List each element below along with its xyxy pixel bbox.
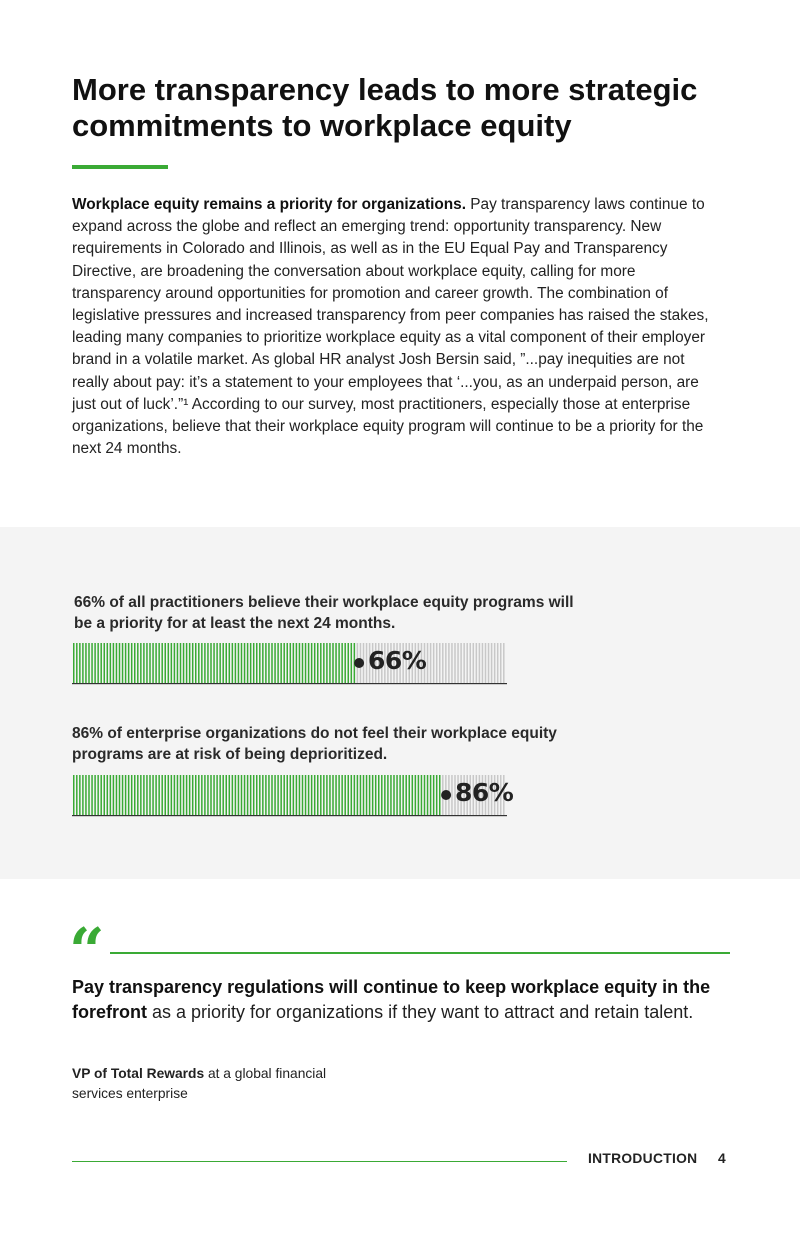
bar-stripe-filled [348,775,350,815]
bar-stripe-filled [171,643,173,683]
bar-stripe-filled [335,775,337,815]
bar-stripe-filled [317,643,319,683]
bar-stripe-filled [116,775,118,815]
bar-stripe-empty [482,643,484,683]
bar-stripe-filled [226,643,228,683]
bar-stripe-filled [174,643,176,683]
bar-stripe-empty [433,643,435,683]
bar-stripe-filled [165,775,167,815]
bar-stripe-filled [177,643,179,683]
bar-stripe-empty [491,643,493,683]
bar-stripe-filled [402,775,404,815]
bar-stripe-filled [409,775,411,815]
bar-stripe-filled [283,775,285,815]
bar-stripe-filled [344,643,346,683]
bar-stripe-filled [351,775,353,815]
bar-stripe-filled [253,643,255,683]
stat-1-text: 66% of all practitioners believe their workplace equity programs will be a priority for at least the next 24 months. [74,594,574,632]
bar-stripe-filled [238,643,240,683]
bar-stripe-filled [399,775,401,815]
bar-stripe-filled [88,643,90,683]
bar-stripe-filled [204,775,206,815]
bar-stripe-filled [262,643,264,683]
bar-stripe-filled [424,775,426,815]
bar-stripe-empty [442,643,444,683]
bar-stripe-filled [323,643,325,683]
bar-stripe-filled [396,775,398,815]
stat-2-text: 86% of enterprise organizations do not feel their workplace equity programs are at risk of being deprioritized. [72,725,557,763]
bar-stripe-filled [216,643,218,683]
bar-stripe-filled [161,643,163,683]
bar-stripe-filled [140,775,142,815]
bar-stripe-filled [290,775,292,815]
bar-stripe-filled [216,775,218,815]
bar-stripe-empty [503,643,505,683]
bar-stripe-filled [195,643,197,683]
pull-quote-rest: as a priority for organizations if they want to attract and retain talent. [147,1001,694,1022]
bar-stripe-filled [296,775,298,815]
bar-stripe-filled [174,775,176,815]
bar-stripe-filled [277,643,279,683]
bar-stripe-filled [198,643,200,683]
bar-stripe-filled [268,775,270,815]
bar-marker-dot [354,658,364,668]
bar-stripe-filled [152,643,154,683]
bar-stripe-filled [152,775,154,815]
bar-stripe-empty [451,643,453,683]
bar-stripe-filled [366,775,368,815]
bar-stripe-empty [430,643,432,683]
bar-stripe-empty [454,643,456,683]
bar-stripe-filled [213,643,215,683]
bar-stripe-filled [222,643,224,683]
bar-stripe-filled [280,643,282,683]
bar-stripe-filled [229,643,231,683]
bar-stripe-filled [122,775,124,815]
bar-stripe-filled [143,775,145,815]
bar-stripe-filled [213,775,215,815]
bar-stripe-filled [412,775,414,815]
bar-stripe-filled [311,643,313,683]
bar-stripe-filled [189,775,191,815]
bar-stripe-filled [210,775,212,815]
bar-stripe-empty [470,643,472,683]
bar-stripe-filled [323,775,325,815]
bar-stripe-filled [259,643,261,683]
bar-stripe-filled [192,643,194,683]
bar-stripe-empty [497,643,499,683]
pull-quote [72,975,732,1024]
bar-stripe-filled [302,775,304,815]
bar-stripe-filled [268,643,270,683]
bar-stripe-filled [158,643,160,683]
bar-stripe-filled [271,643,273,683]
bar-stripe-empty [457,643,459,683]
quote-icon: “ [69,914,105,987]
bar-stripe-filled [314,643,316,683]
bar-stripe-filled [113,643,115,683]
bar-stripe-filled [100,775,102,815]
bar-stripe-filled [320,775,322,815]
page-title: More transparency leads to more strategic commitments to workplace equity [72,72,698,143]
bar-stripe-filled [390,775,392,815]
bar-stripe-filled [122,643,124,683]
bar-stripe-filled [128,775,129,815]
attribution-role: VP of Total Rewards [72,1066,205,1081]
bar-stripe-filled [387,775,389,815]
bar-stripe-filled [436,775,438,815]
bar-stripe-filled [104,643,106,683]
bar-stripe-filled [119,643,121,683]
stat-1-value: 66% [368,646,427,675]
bar-stripe-filled [183,775,185,815]
bar-stripe-filled [219,643,221,683]
bar-stripe-filled [116,643,118,683]
bar-stripe-filled [161,775,163,815]
bar-stripe-filled [326,775,328,815]
bar-stripe-filled [201,775,203,815]
bar-stripe-filled [195,775,197,815]
bar-stripe-empty [494,643,496,683]
bar-stripe-filled [344,775,346,815]
bar-stripe-empty [436,643,438,683]
bar-stripe-filled [241,643,243,683]
bar-stripe-filled [308,775,310,815]
page-number: 4 [718,1151,726,1166]
bar-stripe-filled [207,775,209,815]
bar-stripe-empty [439,643,441,683]
bar-stripe-filled [180,643,182,683]
bar-stripe-filled [274,643,276,683]
bar-stripe-filled [375,775,377,815]
bar-stripe-filled [293,643,295,683]
bar-stripe-empty [476,643,478,683]
bar-stripe-filled [256,775,258,815]
bar-stripe-filled [177,775,179,815]
bar-stripe-empty [466,643,468,683]
bar-stripe-empty [463,643,465,683]
bar-stripe-filled [381,775,383,815]
bar-stripe-filled [158,775,160,815]
bar-stripe-filled [290,643,292,683]
bar-stripe-filled [125,643,127,683]
bar-stripe-filled [91,643,93,683]
bar-stripe-filled [140,643,142,683]
bar-stripe-filled [253,775,255,815]
bar-stripe-filled [256,643,258,683]
bar-stripe-filled [155,643,157,683]
bar-stripe-filled [271,775,273,815]
bar-stripe-filled [280,775,282,815]
bar-stripe-filled [146,775,148,815]
bar-stripe-filled [73,775,75,815]
bar-stripe-filled [363,775,365,815]
bar-stripe-filled [405,775,407,815]
bar-stripe-filled [250,775,252,815]
bar-stripe-filled [277,775,279,815]
bar-stripe-filled [241,775,243,815]
bar-stripe-filled [183,643,185,683]
bar-stripe-filled [189,643,191,683]
bar-stripe-filled [85,643,87,683]
bar-stripe-filled [131,775,133,815]
bar-stripe-empty [479,643,481,683]
bar-stripe-filled [107,643,109,683]
bar-stripe-filled [149,643,151,683]
title-underline [72,165,168,169]
bar-stripe-filled [351,643,353,683]
bar-stripe-filled [76,775,78,815]
bar-stripe-filled [73,643,75,683]
stat-1-bar [72,641,507,685]
intro-lead: Workplace equity remains a priority for organizations. [72,196,466,213]
stat-2-bar [72,773,514,817]
bar-stripe-filled [97,775,99,815]
bar-stripe-filled [378,775,380,815]
stat-2-bar-graphic [72,773,507,819]
stat-2-value: 86% [455,778,514,807]
bar-stripe-filled [283,643,285,683]
quote-rule [110,952,730,954]
bar-stripe-filled [357,775,359,815]
bar-stripe-filled [113,775,115,815]
quote-attribution [72,1064,372,1104]
bar-stripe-empty [448,643,450,683]
bar-stripe-empty [485,643,487,683]
bar-stripe-filled [332,775,334,815]
bar-stripe-filled [287,775,289,815]
bar-stripe-filled [311,775,313,815]
bar-stripe-filled [82,643,84,683]
bar-stripe-filled [94,775,96,815]
bar-stripe-filled [232,643,234,683]
bar-stripe-filled [427,775,429,815]
bar-stripe-empty [488,643,490,683]
bar-stripe-filled [168,643,170,683]
bar-stripe-filled [433,775,435,815]
bar-stripe-filled [314,775,316,815]
intro-paragraph [72,194,717,460]
bar-stripe-empty [460,643,462,683]
bar-stripe-filled [341,775,343,815]
bar-stripe-filled [110,775,112,815]
bar-stripe-filled [137,643,139,683]
footer-rule [72,1161,567,1162]
bar-stripe-filled [244,775,246,815]
bar-stripe-filled [369,775,371,815]
bar-stripe-filled [186,643,188,683]
attribution-org: at a global financial services enterprise [72,1066,327,1101]
bar-stripe-filled [293,775,295,815]
bar-stripe-filled [100,643,102,683]
bar-stripe-filled [143,643,145,683]
bar-stripe-filled [79,775,81,815]
bar-stripe-filled [229,775,231,815]
bar-stripe-filled [393,775,395,815]
bar-stripe-filled [198,775,200,815]
bar-stripe-filled [348,643,350,683]
bar-stripe-filled [360,775,362,815]
bar-stripe-filled [238,775,240,815]
bar-stripe-filled [244,643,246,683]
bar-stripe-filled [265,775,267,815]
bar-stripe-empty [445,643,447,683]
bar-stripe-filled [317,775,319,815]
bar-stripe-filled [226,775,228,815]
bar-stripe-filled [107,775,109,815]
bar-stripe-filled [415,775,417,815]
bar-stripe-empty [500,643,502,683]
bar-stripe-filled [207,643,209,683]
bar-stripe-filled [134,775,136,815]
bar-stripe-empty [451,775,453,815]
bar-stripe-filled [88,775,90,815]
bar-stripe-empty [473,643,475,683]
bar-stripe-filled [320,643,322,683]
bar-stripe-filled [79,643,81,683]
bar-stripe-filled [296,643,298,683]
pull-quote-bold: Pay transparency regulations will continue to keep workplace equity in the forefront [72,977,711,1022]
bar-stripe-filled [125,775,127,815]
bar-stripe-filled [274,775,276,815]
bar-stripe-filled [85,775,87,815]
bar-stripe-filled [201,643,203,683]
stats-panel [0,527,800,879]
bar-stripe-filled [168,775,170,815]
bar-stripe-filled [329,643,331,683]
bar-stripe-filled [146,643,148,683]
bar-stripe-filled [222,775,224,815]
bar-stripe-filled [82,775,84,815]
bar-stripe-filled [384,775,386,815]
bar-stripe-filled [421,775,423,815]
bar-stripe-filled [128,643,129,683]
bar-stripe-filled [335,643,337,683]
stat-1-bar-graphic [72,641,507,687]
bar-stripe-filled [418,775,420,815]
bar-stripe-filled [305,643,307,683]
bar-stripe-filled [110,643,112,683]
bar-stripe-filled [354,775,356,815]
bar-stripe-filled [338,775,340,815]
bar-stripe-filled [91,775,93,815]
bar-stripe-filled [192,775,194,815]
bar-stripe-filled [204,643,206,683]
bar-stripe-filled [430,775,432,815]
bar-stripe-filled [134,643,136,683]
bar-stripe-filled [332,643,334,683]
bar-stripe-filled [97,643,99,683]
bar-stripe-filled [119,775,121,815]
bar-stripe-filled [131,643,133,683]
bar-stripe-filled [259,775,261,815]
footer-section-label: INTRODUCTION [588,1151,698,1166]
bar-stripe-filled [94,643,96,683]
bar-baseline [72,815,507,816]
bar-stripe-filled [439,775,441,815]
bar-stripe-filled [186,775,188,815]
bar-stripe-filled [329,775,331,815]
bar-stripe-filled [250,643,252,683]
bar-stripe-filled [299,643,301,683]
bar-stripe-filled [372,775,374,815]
bar-stripe-filled [235,643,237,683]
bar-stripe-filled [247,643,249,683]
bar-stripe-filled [219,775,221,815]
bar-stripe-filled [338,643,340,683]
bar-stripe-filled [305,775,307,815]
bar-stripe-filled [210,643,212,683]
bar-stripe-filled [287,643,289,683]
bar-stripe-filled [104,775,106,815]
bar-stripe-filled [165,643,167,683]
bar-stripe-filled [265,643,267,683]
bar-stripe-filled [137,775,139,815]
bar-stripe-filled [341,643,343,683]
bar-stripe-filled [302,643,304,683]
bar-stripe-filled [247,775,249,815]
bar-stripe-filled [326,643,328,683]
bar-stripe-filled [262,775,264,815]
bar-baseline [72,683,507,684]
bar-stripe-filled [180,775,182,815]
bar-stripe-filled [299,775,301,815]
bar-stripe-filled [149,775,151,815]
bar-stripe-filled [155,775,157,815]
bar-stripe-empty [427,643,429,683]
intro-body: Pay transparency laws continue to expand across the globe and reflect an emerging trend: opportunity transparency. New requirements in Colorado and Illinois, as well as in the EU Equal Pay and Transparency Directive, are broadening the conversation about workplace equity, calling for more transparency around opportunities for promotion and career growth. The combination of legislative pressures and increased transparency from peer companies has raised the stakes, leading many companies to prioritize workplace equity as a vital component of their employer brand in a volatile market. As global HR analyst Josh Bersin said, ”...pay inequities are not really about pay: it’s a statement to your employees that ‘...you, as an underpaid person, are just out of luck’.”¹ According to our survey, most practitioners, especially those at enterprise organizations, believe that their workplace equity program will continue to be a priority for the next 24 months. [72,196,709,458]
bar-marker-dot [441,790,451,800]
bar-stripe-filled [235,775,237,815]
bar-stripe-filled [232,775,234,815]
bar-stripe-filled [171,775,173,815]
bar-stripe-filled [76,643,78,683]
bar-stripe-filled [308,643,310,683]
